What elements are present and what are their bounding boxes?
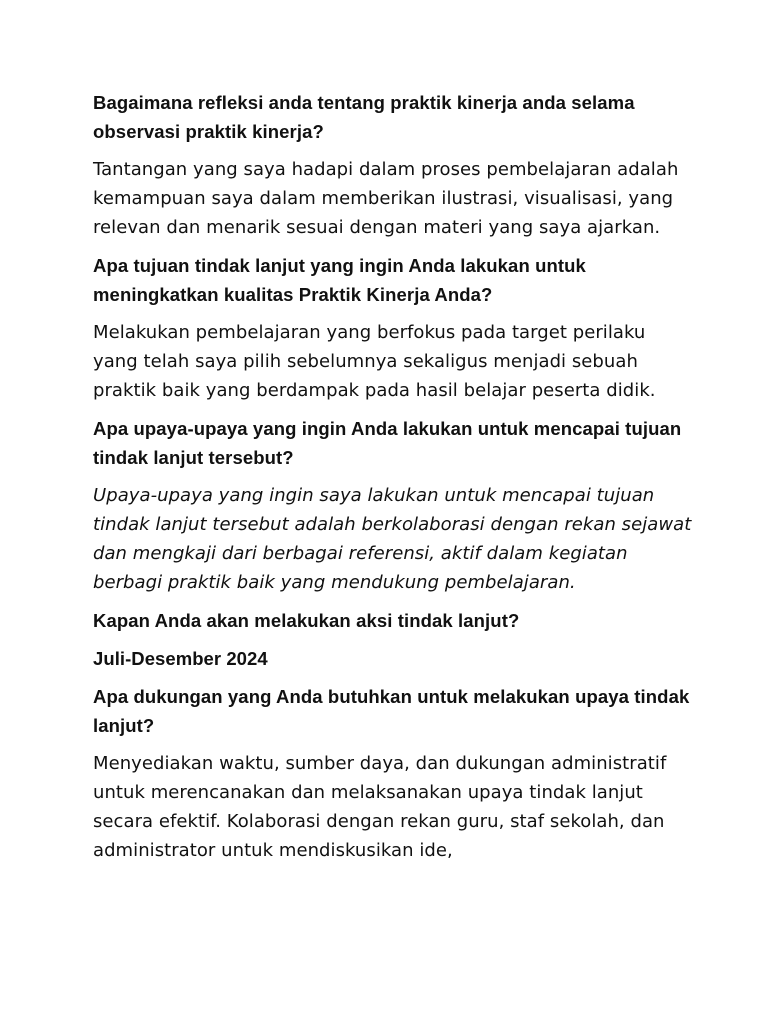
- answer-efforts: Upaya-upaya yang ingin saya lakukan untuk mencapai tujuan tindak lanjut tersebut adalah berkolaborasi dengan rekan sejawat dan mengkaji dari berbagai referensi, aktif dalam kegiatan berbagi praktik baik yang mendukung pembelajaran.: [93, 485, 692, 593]
- answer-support: Menyediakan waktu, sumber daya, dan dukungan administratif untuk merencanakan dan melaksanakan upaya tindak lanjut secara efektif. Kolaborasi dengan rekan guru, staf sekolah, dan administrator untuk mendiskusikan ide,: [93, 753, 667, 861]
- question-followup-goal: Apa tujuan tindak lanjut yang ingin Anda lakukan untuk meningkatkan kualitas Praktik Kinerja Anda?: [93, 255, 586, 305]
- answer-followup-goal: Melakukan pembelajaran yang berfokus pada target perilaku yang telah saya pilih sebelumnya sekaligus menjadi sebuah praktik baik yang berdampak pada hasil belajar peserta didik.: [93, 322, 656, 401]
- question-reflection: Bagaimana refleksi anda tentang praktik kinerja anda selama observasi praktik kinerja?: [93, 92, 635, 142]
- question-when: Kapan Anda akan melakukan aksi tindak lanjut?: [93, 610, 520, 631]
- answer-reflection: Tantangan yang saya hadapi dalam proses pembelajaran adalah kemampuan saya dalam memberikan ilustrasi, visualisasi, yang relevan dan menarik sesuai dengan materi yang saya ajarkan.: [93, 159, 679, 238]
- question-support: Apa dukungan yang Anda butuhkan untuk melakukan upaya tindak lanjut?: [93, 686, 690, 736]
- question-efforts: Apa upaya-upaya yang ingin Anda lakukan untuk mencapai tujuan tindak lanjut tersebut?: [93, 418, 682, 468]
- document-content: [93, 88, 693, 874]
- answer-when: Juli-Desember 2024: [93, 648, 268, 669]
